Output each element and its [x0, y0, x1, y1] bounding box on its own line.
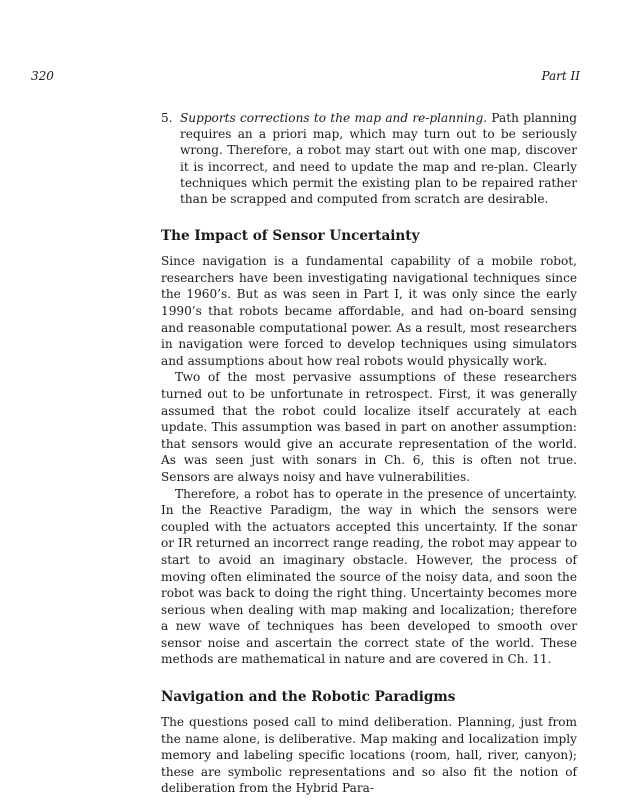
page-number: 320	[31, 69, 54, 83]
list-item-lead: Supports corrections to the map and re-planning.	[180, 111, 488, 125]
list-item-number: 5.	[161, 111, 173, 125]
section-heading-sensor-uncertainty: The Impact of Sensor Uncertainty	[161, 228, 420, 245]
paragraph: Since navigation is a fundamental capability of a mobile robot, researchers have been investigating navigational techniques since the 1960’s. But as was seen in Part I, it was only since the early 1990’s that robots became affordable, and had on-board sensing and reasonable computational power. As a result, most researchers in navigation were forced to develop techniques using simulators and assumptions about how real robots would physically work.	[161, 254, 577, 368]
paragraph: Two of the most pervasive assumptions of these researchers turned out to be unfortunate in retrospect. First, it was generally assumed that the robot could localize itself accurately at each update. This assumption was based in part on another assumption: that sensors would give an accurate representation of the world. As was seen just with sonars in Ch. 6, this is often not true. Sensors are always noisy and have vulnerabilities.	[161, 370, 577, 484]
page-content	[161, 110, 577, 797]
paragraph: Therefore, a robot has to operate in the presence of uncertainty. In the Reactive Paradigm, the way in which the sensors were coupled with the actuators accepted this uncertainty. If the sonar or IR returned an incorrect range reading, the robot may appear to start to avoid an imaginary obstacle. However, the process of moving often eliminated the source of the noisy data, and soon the robot was back to doing the right thing. Uncertainty becomes more serious when dealing with map making and localization; therefore a new wave of techniques has been developed to smooth over sensor noise and ascertain the correct state of the world. These methods are mathematical in nature and are covered in Ch. 11.	[161, 486, 577, 667]
list-item	[161, 110, 577, 207]
list-item-text: Path planning requires an a priori map, which may turn out to be seriously wrong. Therefore, a robot may start out with one map, discover it is incorrect, and need to update the map and re-plan. Clearly techniques which permit the existing plan to be repaired rather than be scrapped and computed from scratch are desirable.	[180, 111, 577, 207]
paragraph: The questions posed call to mind deliberation. Planning, just from the name alone, is deliberative. Map making and localization imply memory and labeling specific locations (room, hall, river, canyon); these are symbolic representations and so also fit the notion of deliberation from the Hybrid Para-	[161, 715, 577, 796]
list-item-body	[180, 110, 577, 207]
running-head: Part II	[541, 69, 580, 83]
section-heading-robotic-paradigms: Navigation and the Robotic Paradigms	[161, 689, 456, 706]
